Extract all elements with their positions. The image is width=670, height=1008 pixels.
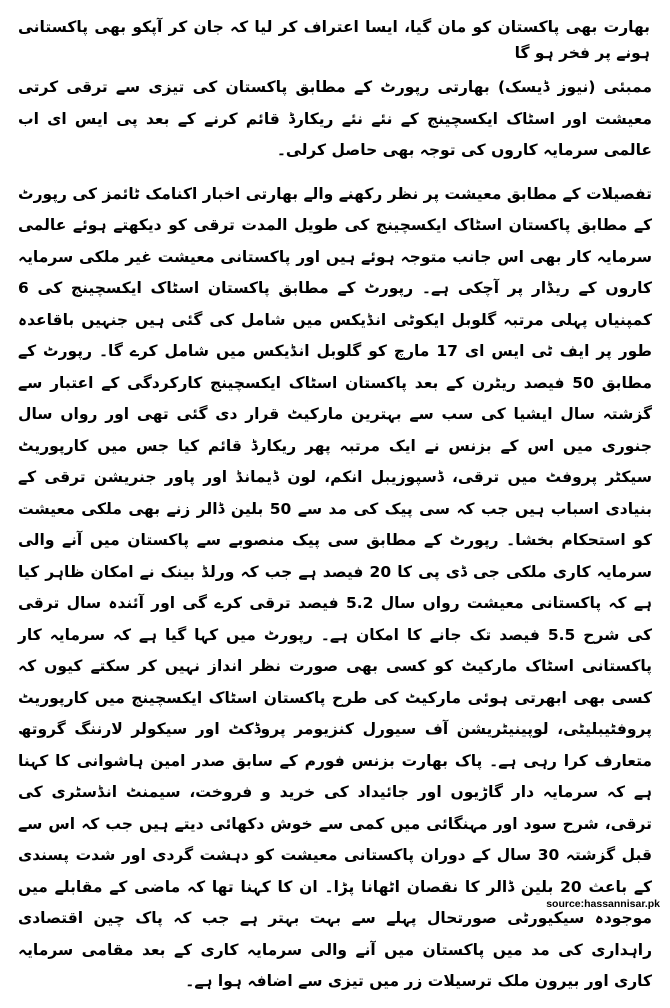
article	[18, 14, 652, 1008]
article-paragraph-details: تفصیلات کے مطابق معیشت پر نظر رکھنے والے بھارتی اخبار اکنامک ٹائمز کی رپورٹ کے مطابق پاکستان اسٹاک ایکسچینج کی طویل المدت ترقی کو دیکھتے ہوئے عالمی سرمایہ کار بھی اس جانب متوجہ ہوئے ہیں اور پاکستانی معیشت غیر ملکی سرمایہ کاروں کے ریڈار پر آچکی ہے۔ رپورٹ کے مطابق پاکستان اسٹاک ایکسچینج کی 6 کمپنیاں پہلی مرتبہ گلوبل ایکوٹی انڈیکس میں شامل کی گئی ہیں جنہیں باقاعدہ طور پر ایف ٹی ایس ای 17 مارچ کو گلوبل انڈیکس میں شامل کرے گا۔ رپورٹ کے مطابق 50 فیصد ریٹرن کے بعد پاکستان اسٹاک ایکسچینج کارکردگی کے اعتبار سے گزشتہ سال ایشیا کی سب سے بہترین مارکیٹ قرار دی گئی تھی اور رواں سال جنوری میں اس کے بزنس نے ایک مرتبہ پھر ریکارڈ قائم کیا جس میں کارپوریٹ سیکٹر پروفٹ میں ترقی، ڈسپوزیبل انکم، لون ڈیمانڈ اور پاور جنریشن ترقی کے بنیادی اسباب ہیں جب کہ سی پیک کی مد سے 50 بلین ڈالر زنے بھی ملکی معیشت کو استحکام بخشا۔ رپورٹ کے مطابق سی پیک منصوبے سے پاکستان میں آنے والی سرمایہ کاری ملکی جی ڈی پی کا 20 فیصد ہے جب کہ ورلڈ بینک نے امکان ظاہر کیا ہے کہ پاکستانی معیشت رواں سال 5.2 فیصد ترقی کرے گی اور آئندہ سال ترقی کی شرح 5.5 فیصد تک جانے کا امکان ہے۔ رپورٹ میں کہا گیا ہے کہ سرمایہ کار پاکستانی اسٹاک مارکیٹ کو کسی بھی صورت نظر انداز نہیں کر سکتے کیوں کہ کسی بھی ابھرتی ہوئی مارکیٹ کی طرح پاکستان اسٹاک ایکسچینج میں کارپوریٹ پروفٹیبلیٹی، لوپینیٹریشن آف سیورل کنزیومر پروڈکٹ اور سیکولر لارننگ گروتھ متعارف کرا رہی ہے۔ پاک بھارت بزنس فورم کے سابق صدر امین ہاشوانی کا کہنا ہے کہ سرمایہ دار گاڑیوں اور جائیداد کی خرید و فروخت، سیمنٹ انڈسٹری کی ترقی، شرح سود اور مہنگائی میں کمی سے خوش دکھائی دیتے ہیں جب کہ اس سے قبل گزشتہ 30 سال کے دوران پاکستانی معیشت کو دہشت گردی اور شدت پسندی کے باعث 20 بلین ڈالر کا نقصان اٹھانا پڑا۔ ان کا کہنا تھا کہ ماضی کے مقابلے میں موجودہ سیکیورٹی صورتحال پہلے سے بہت بہتر ہے جب کہ پاک چین اقتصادی راہداری کی مد میں پاکستان میں آنے والی سرمایہ کاری کے بعد مقامی سرمایہ کاری اور بیرون ملک ترسیلات زر میں تیزی سے اضافہ ہوا ہے۔	[18, 184, 653, 990]
article-headline: بھارت بھی پاکستان کو مان گیا، ایسا اعتراف کر لیا کہ جان کر آپکو بھی پاکستانی ہونے پر فخر ہو گا	[18, 18, 650, 62]
article-paragraph-intro: ممبئی (نیوز ڈیسک) بھارتی رپورٹ کے مطابق پاکستان کی تیزی سے ترقی کرتی معیشت اور اسٹاک ایکسچینج کے نئے نئے ریکارڈ قائم کرنے کے بعد پی ایس ای اب عالمی سرمایہ کاروں کی توجہ بھی حاصل کرلی۔	[18, 78, 652, 159]
source-credit: source:hassannisar.pk	[546, 898, 660, 910]
